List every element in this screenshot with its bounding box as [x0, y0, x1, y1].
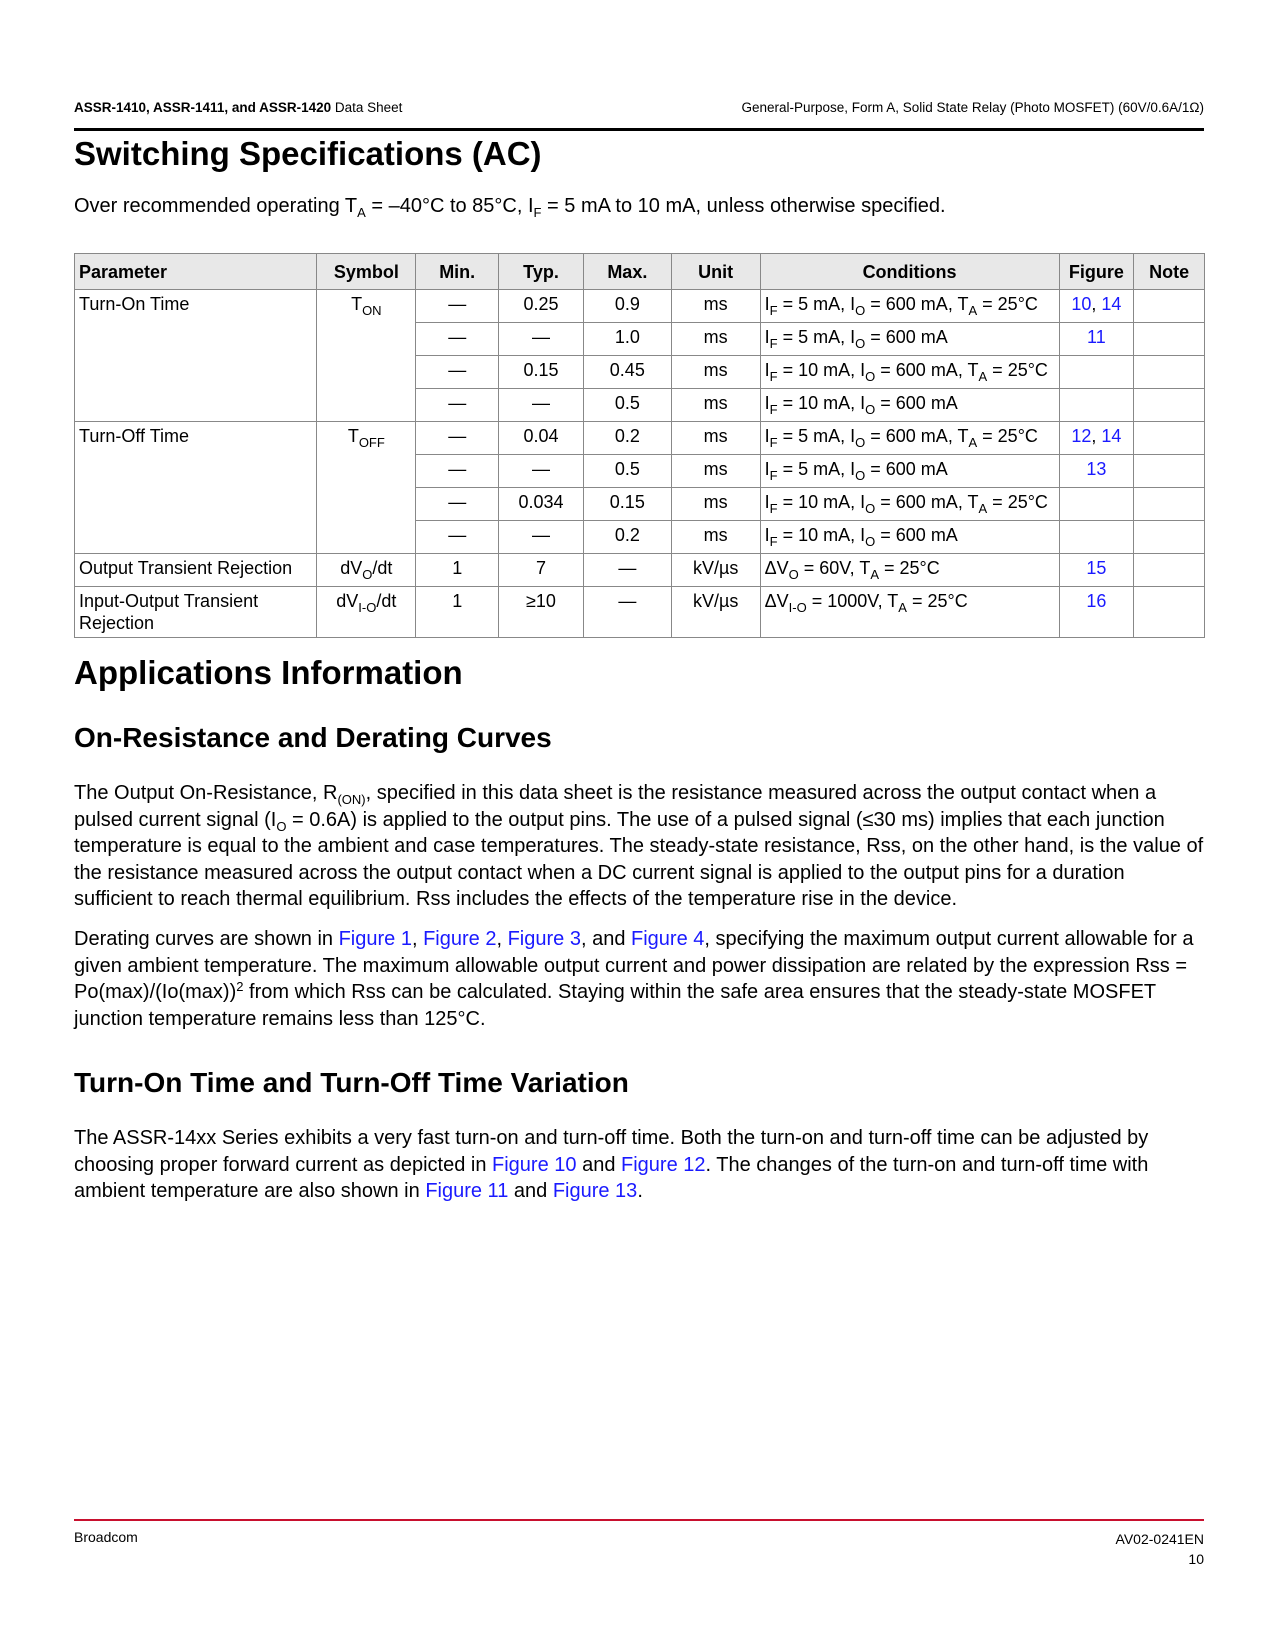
- figure-link[interactable]: Figure 11: [425, 1180, 509, 1203]
- min-cell: 1: [416, 554, 499, 587]
- param-cell: Turn-Off Time: [75, 422, 317, 554]
- figure-cell: [1059, 356, 1134, 389]
- onres-paragraph-2: Derating curves are shown in Figure 1, Figure 2, Figure 3, and Figure 4, specifying the maximum output current allowable for a given ambient temperature. The maximum allowable output current and power dissipation are related by the expression Rss = $Po(\max)/(Io(\max))^2$ from which Rss can be calculated. Staying within the safe area ensures that the steady-state MOSFET junction temperature remains less than 125°C.: [74, 928, 1194, 1030]
- figure-link[interactable]: 16: [1086, 591, 1107, 611]
- figure-link[interactable]: Figure 13: [552, 1180, 638, 1203]
- table-row: [75, 290, 1205, 323]
- table-row: [75, 422, 1205, 455]
- switching-spec-table: [74, 253, 1205, 638]
- figure-cell: [1059, 455, 1134, 488]
- typ-cell: —: [499, 389, 584, 422]
- conditions-cell: $I_F = 10$ mA, $I_O = 600$ mA: [760, 521, 1059, 554]
- max-cell: 0.5: [583, 389, 671, 422]
- col-header: Typ.: [499, 254, 584, 290]
- doc-number: AV02-0241EN: [1115, 1531, 1204, 1547]
- figure-link[interactable]: Figure 1: [338, 928, 412, 950]
- figure-link[interactable]: 15: [1086, 558, 1107, 578]
- col-header: Figure: [1059, 254, 1134, 290]
- figure-cell: 12, 14: [1059, 422, 1134, 455]
- symbol-cell: $T_{ON}$: [317, 290, 416, 422]
- col-header: Conditions: [760, 254, 1059, 290]
- min-cell: —: [416, 455, 499, 488]
- applications-heading: Applications Information: [74, 654, 463, 691]
- switching-intro: Over recommended operating $T_A = -40^\circ C$ to 85°C, $I_F = 5$ mA to 10 mA, unless otherwise specified.: [74, 195, 946, 220]
- note-cell: [1134, 389, 1205, 422]
- figure-link[interactable]: Figure 10: [492, 1153, 577, 1176]
- unit-cell: ms: [671, 389, 760, 422]
- max-cell: 0.9: [583, 290, 671, 323]
- min-cell: —: [416, 389, 499, 422]
- turn-variation-paragraph: The ASSR-14xx Series exhibits a very fast turn-on and turn-off time. Both the turn-on and turn-off time can be adjusted by choosing proper forward current as depicted in Figure 10 and Figure 12. The changes of the turn-on and turn-off time with ambient temperature are also shown in Figure 11 and Figure 13.: [74, 1127, 1149, 1203]
- note-cell: [1134, 356, 1205, 389]
- conditions-cell: $\Delta V_O = 60V$, $T_A = 25^\circ C$: [760, 554, 1059, 587]
- figure-link[interactable]: 11: [1087, 327, 1106, 347]
- typ-cell: ≥10: [499, 587, 584, 638]
- max-cell: 0.45: [583, 356, 671, 389]
- figure-cell: [1059, 554, 1134, 587]
- symbol-cell: $dV_{I-O}/dt$: [317, 587, 416, 638]
- max-cell: —: [583, 587, 671, 638]
- typ-cell: —: [499, 323, 584, 356]
- symbol-cell: $dV_O/dt$: [317, 554, 416, 587]
- figure-link[interactable]: 10: [1071, 294, 1092, 314]
- note-cell: [1134, 488, 1205, 521]
- min-cell: —: [416, 356, 499, 389]
- max-cell: 0.2: [583, 422, 671, 455]
- unit-cell: ms: [671, 488, 760, 521]
- note-cell: [1134, 323, 1205, 356]
- unit-cell: ms: [671, 521, 760, 554]
- min-cell: —: [416, 323, 499, 356]
- turn-variation-heading: Turn-On Time and Turn-Off Time Variation: [74, 1067, 629, 1098]
- typ-cell: 0.15: [499, 356, 584, 389]
- figure-cell: [1059, 389, 1134, 422]
- max-cell: 0.5: [583, 455, 671, 488]
- typ-cell: 7: [499, 554, 584, 587]
- min-cell: 1: [416, 587, 499, 638]
- typ-cell: 0.04: [499, 422, 584, 455]
- min-cell: —: [416, 488, 499, 521]
- param-cell: Output Transient Rejection: [75, 554, 317, 587]
- figure-link[interactable]: Figure 4: [631, 928, 705, 950]
- header-subtitle: General-Purpose, Form A, Solid State Relay (Photo MOSFET) (60V/0.6A/1Ω): [741, 100, 1204, 115]
- conditions-cell: $I_F = 10$ mA, $I_O = 600$ mA, $T_A = 25^\circ C$: [760, 356, 1059, 389]
- col-header: Max.: [583, 254, 671, 290]
- figure-link[interactable]: Figure 3: [507, 928, 581, 950]
- conditions-cell: $I_F = 10$ mA, $I_O = 600$ mA: [760, 389, 1059, 422]
- typ-cell: —: [499, 521, 584, 554]
- note-cell: [1134, 554, 1205, 587]
- page-number: 10: [1188, 1551, 1204, 1567]
- note-cell: [1134, 290, 1205, 323]
- page-header: [74, 98, 1204, 131]
- typ-cell: —: [499, 455, 584, 488]
- figure-link[interactable]: Figure 12: [621, 1153, 706, 1176]
- typ-cell: 0.034: [499, 488, 584, 521]
- col-header: Unit: [671, 254, 760, 290]
- typ-cell: 0.25: [499, 290, 584, 323]
- onres-heading: On-Resistance and Derating Curves: [74, 722, 552, 753]
- figure-link[interactable]: 13: [1086, 459, 1107, 479]
- conditions-cell: $I_F = 5$ mA, $I_O = 600$ mA, $T_A = 25^\circ C$: [760, 422, 1059, 455]
- max-cell: 0.2: [583, 521, 671, 554]
- col-header: Symbol: [317, 254, 416, 290]
- footer-doc-info: [1116, 1529, 1204, 1569]
- header-title: ASSR-1410, ASSR-1411, and ASSR-1420 Data Sheet: [74, 100, 403, 115]
- figure-cell: [1059, 521, 1134, 554]
- figure-link[interactable]: Figure 2: [423, 928, 497, 950]
- max-cell: —: [583, 554, 671, 587]
- symbol-cell: $T_{OFF}$: [317, 422, 416, 554]
- switching-heading: Switching Specifications (AC): [74, 135, 542, 172]
- table-header-row: [75, 254, 1205, 290]
- unit-cell: kV/µs: [671, 587, 760, 638]
- footer-company: Broadcom: [74, 1529, 138, 1545]
- note-cell: [1134, 587, 1205, 638]
- onres-paragraph-1: The Output On-Resistance, $R_{(ON)}$, specified in this data sheet is the resistance measured across the output contact when a pulsed current signal $(I_O = 0.6A)$ is applied to the output pins. The use of a pulsed signal (≤30 ms) implies that each junction temperature is equal to the ambient and case temperatures. The steady-state resistance, Rss, on the other hand, is the value of the resistance measured across the output contact when a DC current signal is applied to the output pins for a duration sufficient to reach thermal equilibrium. Rss includes the effects of the temperature rise in the device.: [74, 782, 1204, 911]
- max-cell: 1.0: [583, 323, 671, 356]
- figure-cell: 10, 14: [1059, 290, 1134, 323]
- note-cell: [1134, 521, 1205, 554]
- min-cell: —: [416, 290, 499, 323]
- param-cell: Turn-On Time: [75, 290, 317, 422]
- unit-cell: ms: [671, 290, 760, 323]
- note-cell: [1134, 422, 1205, 455]
- min-cell: —: [416, 422, 499, 455]
- conditions-cell: $I_F = 5$ mA, $I_O = 600$ mA, $T_A = 25^\circ C$: [760, 290, 1059, 323]
- col-header: Parameter: [75, 254, 317, 290]
- max-cell: 0.15: [583, 488, 671, 521]
- param-cell: Input-Output Transient Rejection: [75, 587, 317, 638]
- figure-cell: [1059, 587, 1134, 638]
- figure-cell: [1059, 323, 1134, 356]
- unit-cell: ms: [671, 422, 760, 455]
- col-header: Note: [1134, 254, 1205, 290]
- note-cell: [1134, 455, 1205, 488]
- col-header: Min.: [416, 254, 499, 290]
- figure-link[interactable]: 14: [1101, 294, 1122, 314]
- unit-cell: ms: [671, 323, 760, 356]
- unit-cell: ms: [671, 356, 760, 389]
- footer-divider: [74, 1519, 1204, 1521]
- figure-cell: [1059, 488, 1134, 521]
- conditions-cell: $I_F = 5$ mA, $I_O = 600$ mA: [760, 323, 1059, 356]
- unit-cell: kV/µs: [671, 554, 760, 587]
- table-row: [75, 554, 1205, 587]
- conditions-cell: $\Delta V_{I-O} = 1000V$, $T_A = 25^\circ C$: [760, 587, 1059, 638]
- conditions-cell: $I_F = 10$ mA, $I_O = 600$ mA, $T_A = 25^\circ C$: [760, 488, 1059, 521]
- min-cell: —: [416, 521, 499, 554]
- table-row: [75, 587, 1205, 638]
- figure-link[interactable]: 14: [1101, 426, 1122, 446]
- conditions-cell: $I_F = 5$ mA, $I_O = 600$ mA: [760, 455, 1059, 488]
- figure-link[interactable]: 12: [1071, 426, 1092, 446]
- unit-cell: ms: [671, 455, 760, 488]
